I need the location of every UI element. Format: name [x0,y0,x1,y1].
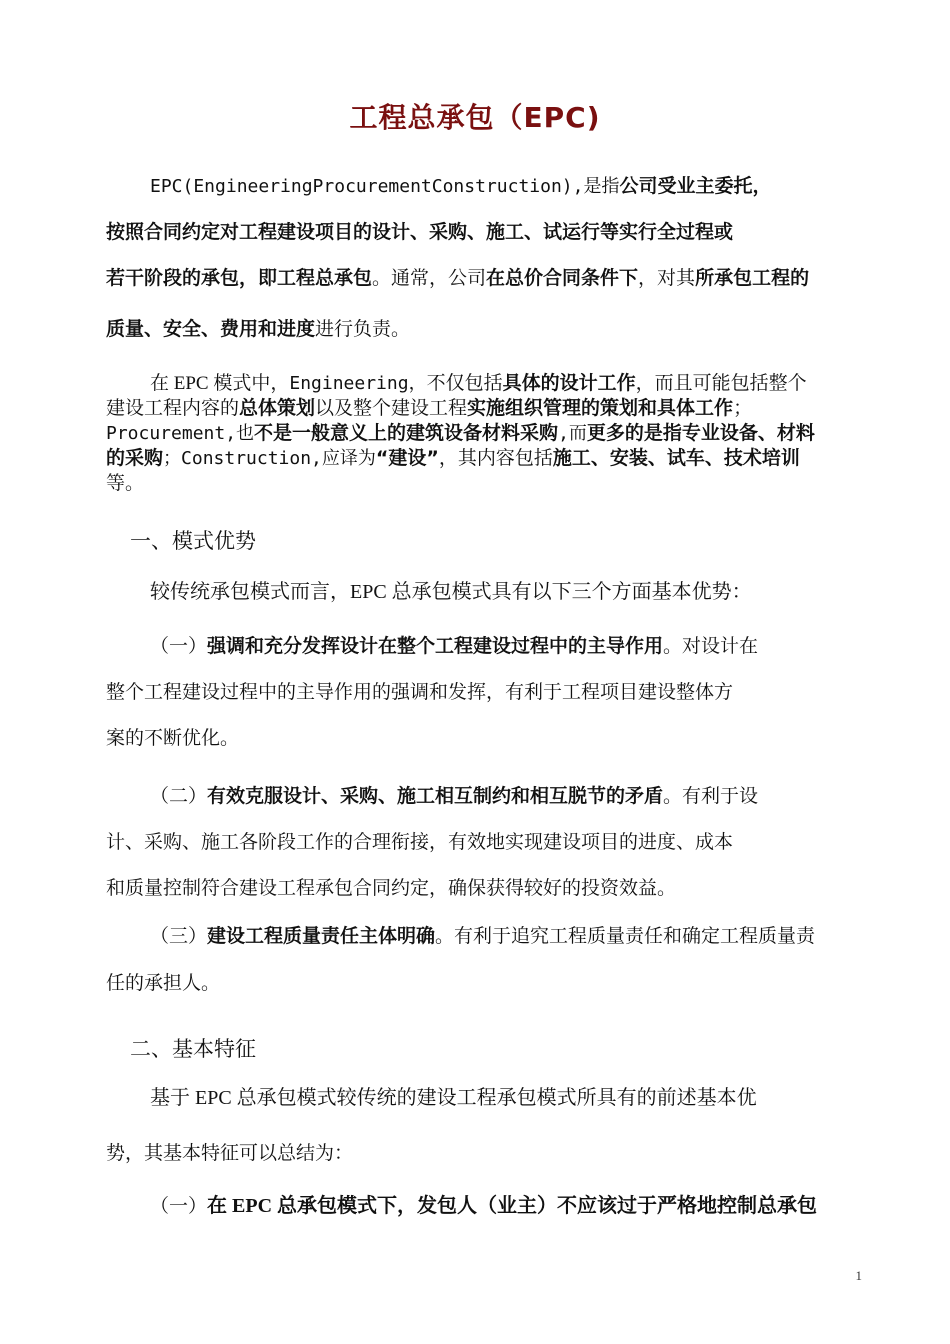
adv2-line-3 [106,876,676,900]
text: ；Construction,应译为 [163,448,376,469]
text: （一） [150,1195,208,1217]
text: 不仅包括 [426,372,503,394]
text: 等。 [106,472,145,494]
adv2-line-2 [106,830,733,854]
section-heading-1: 一、模式优势 [130,529,256,553]
text: 计、采购、施工各阶段工作的合理衔接，有效地实现建设项目的进度、成本 [106,831,734,853]
bold-text: 的采购 [106,447,164,469]
adv2-line-1 [150,784,758,808]
p1-line-1 [150,174,772,199]
text: ； [733,397,753,419]
text: 和质量控制符合建设工程承包合同约定，确保获得较好的投资效益。 [106,877,677,899]
p2-line-1 [150,371,807,396]
text: 基于 EPC 总承包模式较传统的建设工程承包模式所具有的前述基本优 [150,1087,757,1109]
p2-line-4 [106,446,800,471]
p4-line-1 [150,1086,757,1110]
adv1-line-1 [150,634,758,658]
bold-text: “建设” [375,447,439,469]
text: Engineering， [289,373,427,394]
adv3-line-2 [106,971,220,995]
bold-text: 更多的是指专业设备、材料 [586,422,815,444]
p2-line-5 [106,471,144,495]
bold-text: 具体的设计工作 [502,372,636,394]
bold-text: 按照合同约定对工程建设项目的设计、采购、施工、试运行等实行全过程或 [106,221,734,243]
p1-line-2 [106,220,733,244]
adv1-line-3 [106,726,239,750]
text: 较传统承包模式而言，EPC 总承包模式具有以下三个方面基本优势： [150,581,752,603]
bold-text: 若干阶段的承包，即工程总承包 [106,267,373,289]
feat1-line-1 [150,1194,817,1218]
text: 建设工程内容的 [106,397,240,419]
p1-line-3 [106,266,809,290]
text: 进行负责。 [315,318,411,340]
p2-line-3 [106,421,815,446]
text: 。对设计在 [663,635,759,657]
text: （二） [150,785,208,807]
adv1-line-2 [106,680,733,704]
text: ，其内容包括 [438,447,553,469]
bold-text: 建设工程质量责任主体明确 [207,925,436,947]
p1-line-4 [106,317,410,341]
text: 案的不断优化。 [106,727,240,749]
bold-text: 质量、安全、费用和进度 [106,318,316,340]
p2-line-2 [106,396,752,420]
bold-text: 在 EPC 总承包模式下，发包人（业主）不应该过于严格地控制总承包 [207,1195,818,1217]
section-heading-2: 二、基本特征 [130,1037,256,1061]
text: 。有利于追究工程质量责任和确定工程质量责 [435,925,816,947]
bold-text: 施工、安装、试车、技术培训 [552,447,800,469]
p3-line-1 [150,580,752,604]
page-number: 1 [855,1268,862,1283]
adv3-line-1 [150,924,815,948]
text: 在 EPC 模式中， [150,373,290,394]
text: ,而 [558,423,587,444]
text: 整个工程建设过程中的主导作用的强调和发挥，有利于工程项目建设整体方 [106,681,734,703]
text: Procurement,也 [106,423,255,444]
text: EPC(EngineeringProcurementConstruction),是指 [150,176,620,197]
text: （三） [150,925,208,947]
bold-text: 有效克服设计、采购、施工相互制约和相互脱节的矛盾 [207,785,664,807]
p4-line-2 [106,1141,353,1165]
text: 势，其基本特征可以总结为： [106,1142,354,1164]
text: 以及整个建设工程 [315,397,468,419]
bold-text: 在总价合同条件下 [486,267,639,289]
text: ，而且可能包括整个 [635,372,807,394]
bold-text: 不是一般意义上的建筑设备材料采购 [254,422,559,444]
text: （一） [150,635,208,657]
bold-text: 公司受业主委托， [619,175,772,197]
text: ，对其 [638,267,696,289]
text: 。通常，公司 [372,267,487,289]
document-title: 工程总承包（EPC) [349,101,601,134]
bold-text: 总体策划 [239,397,316,419]
bold-text: 强调和充分发挥设计在整个工程建设过程中的主导作用 [207,635,664,657]
text: 。有利于设 [663,785,759,807]
bold-text: 实施组织管理的策划和具体工作 [467,397,734,419]
bold-text: 所承包工程的 [695,267,810,289]
text: 任的承担人。 [106,972,221,994]
